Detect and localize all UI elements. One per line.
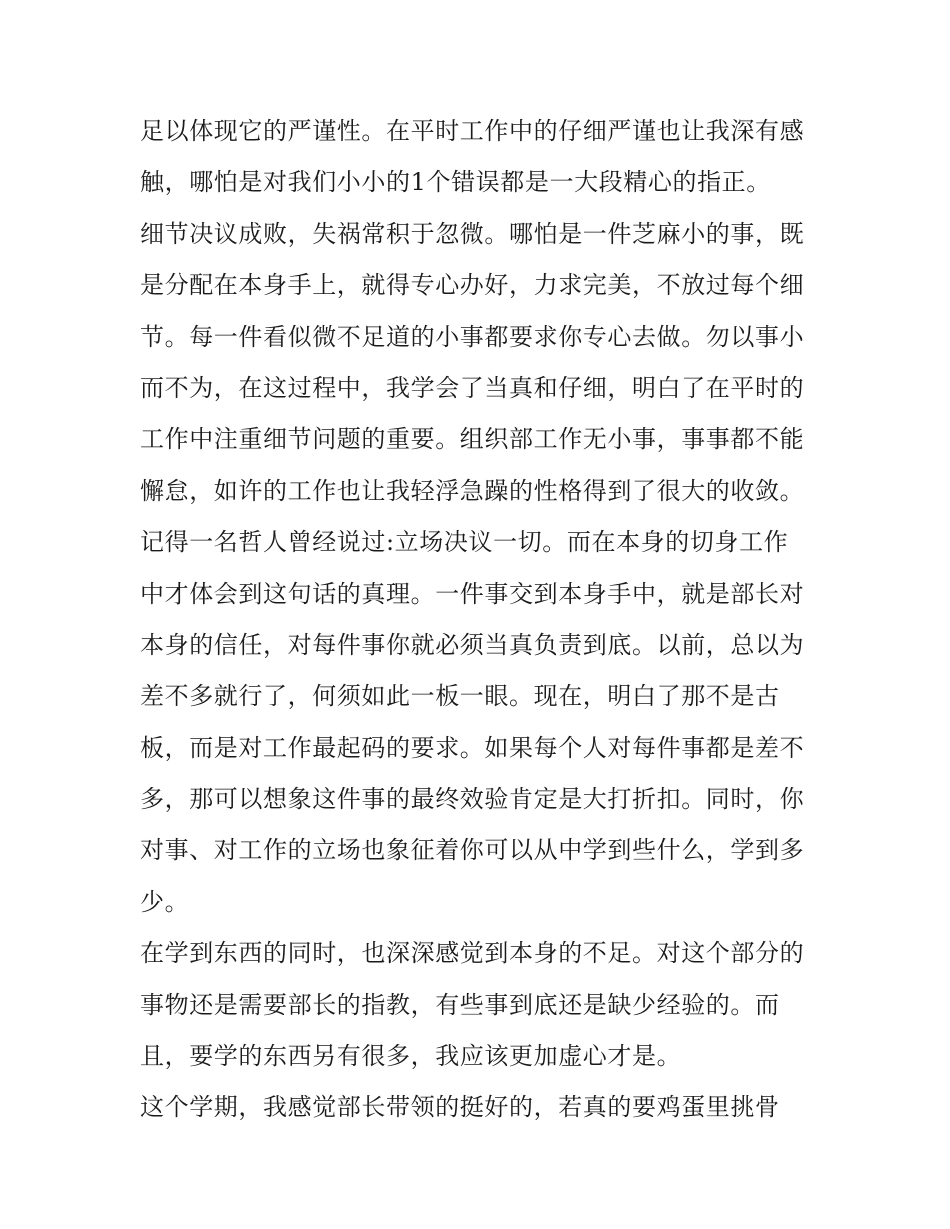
text-line: 少。 (140, 887, 190, 916)
text-line: 中才体会到这句话的真理。一件事交到本身手中，就是部长对 (140, 579, 805, 608)
text-line: 懈怠，如许的工作也让我轻浮急躁的性格得到了很大的收敛。 (140, 476, 805, 505)
text-line: 本身的信任，对每件事你就必须当真负责到底。以前，总以为 (140, 630, 805, 659)
text-line: 事物还是需要部长的指教，有些事到底还是缺少经验的。而 (140, 990, 780, 1019)
text-line: 记得一名哲人曾经说过:立场决议一切。而在本身的切身工作 (140, 528, 789, 557)
text-line: 节。每一件看似微不足道的小事都要求你专心去做。勿以事小 (140, 322, 805, 351)
text-line: 触，哪怕是对我们小小的1个错误都是一大段精心的指正。 (140, 168, 771, 197)
text-line: 足以体现它的严谨性。在平时工作中的仔细严谨也让我深有感 (140, 117, 805, 145)
body-text (140, 106, 820, 1134)
text-line: 且，要学的东西另有很多，我应该更加虚心才是。 (140, 1042, 682, 1071)
text-line: 这个学期，我感觉部长带领的挺好的，若真的要鸡蛋里挑骨 (140, 1093, 780, 1122)
text-line: 而不为，在这过程中，我学会了当真和仔细，明白了在平时的 (140, 373, 805, 402)
text-line: 差不多就行了，何须如此一板一眼。现在，明白了那不是古 (140, 682, 780, 711)
text-line: 在学到东西的同时，也深深感觉到本身的不足。对这个部分的 (140, 939, 805, 968)
text-line: 板，而是对工作最起码的要求。如果每个人对每件事都是差不 (140, 733, 805, 762)
text-line: 是分配在本身手上，就得专心办好，力求完美，不放过每个细 (140, 271, 805, 300)
text-line: 对事、对工作的立场也象征着你可以从中学到些什么，学到多 (140, 836, 805, 865)
text-line: 工作中注重细节问题的重要。组织部工作无小事，事事都不能 (140, 425, 805, 454)
text-line: 多，那可以想象这件事的最终效验肯定是大打折扣。同时，你 (140, 785, 805, 814)
text-line: 细节决议成败，失祸常积于忽微。哪怕是一件芝麻小的事，既 (140, 219, 805, 248)
